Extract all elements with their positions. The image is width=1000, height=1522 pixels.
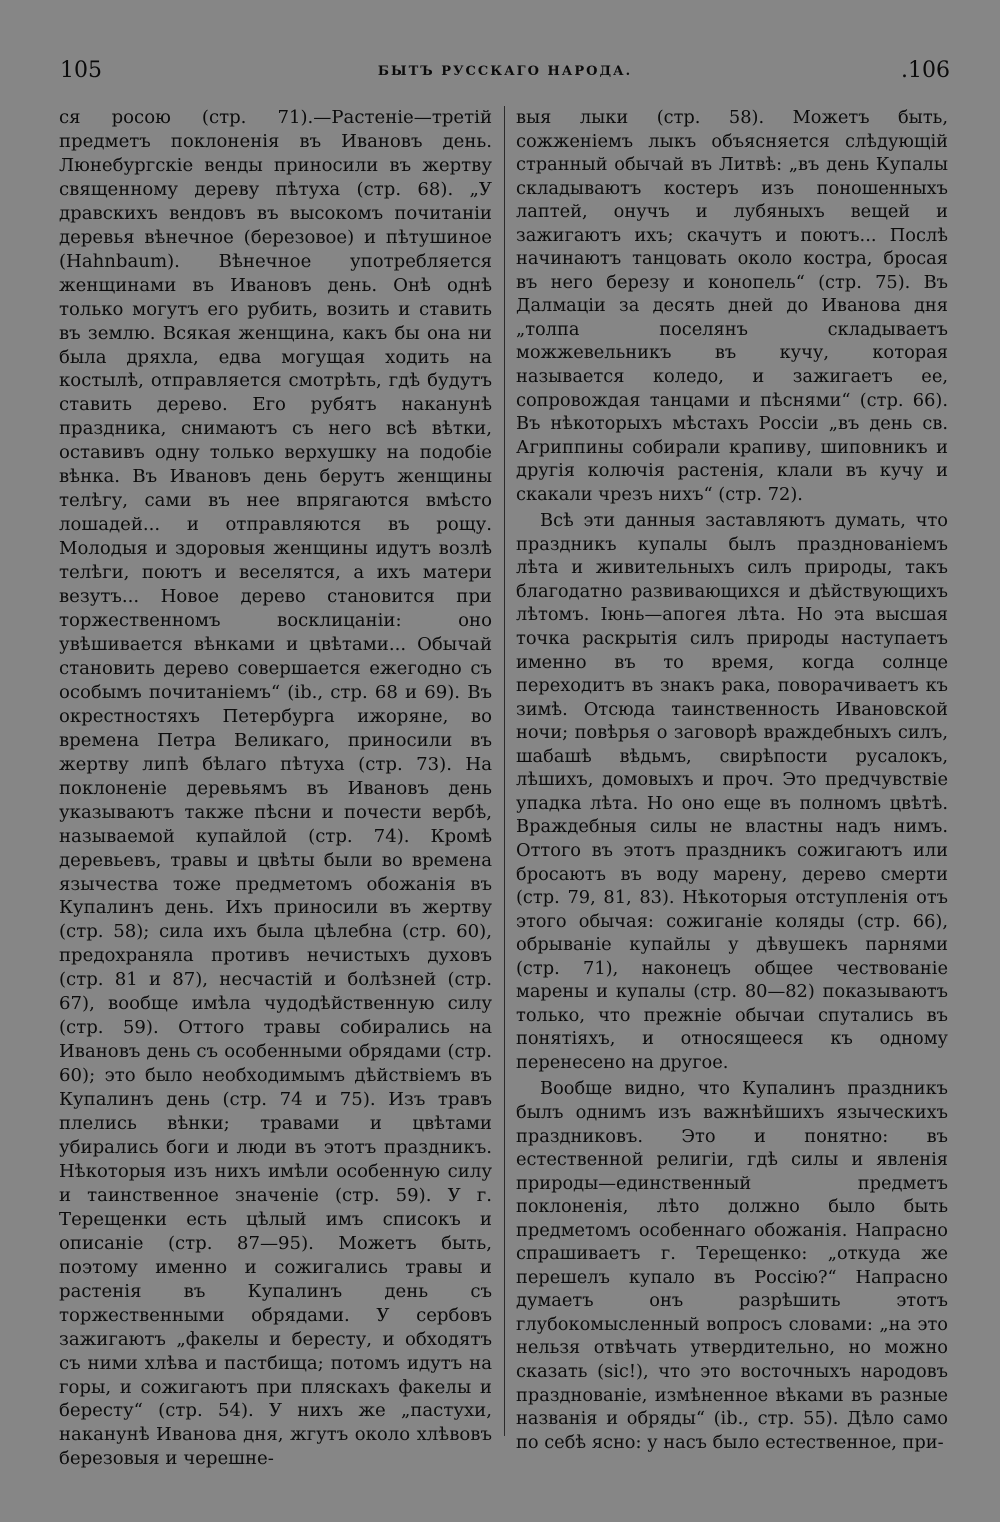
running-title: БЫТЪ РУССКАГО НАРОДА. <box>377 64 633 79</box>
page-number-right: .106 <box>901 58 950 83</box>
page-header <box>60 58 950 88</box>
right-paragraph-2: Всѣ эти данныя заставляютъ думать, что праздникъ купалы былъ празднованіемъ лѣта и живительныхъ силъ природы, такъ благодатно развивающихся и дѣйствующихъ лѣтомъ. Іюнь—апогея лѣта. Но эта высшая точка раскрытія силъ природы наступаетъ именно въ то время, когда солнце переходитъ въ знакъ рака, поворачиваетъ къ зимѣ. Отсюда таинственность Ивановской ночи; повѣрья о заговорѣ враждебныхъ силъ, шабашѣ вѣдьмъ, свирѣпости русалокъ, лѣшихъ, домовыхъ и проч. Это предчувствіе упадка лѣта. Но оно еще въ полномъ цвѣтѣ. Враждебныя силы не властны надъ нимъ. Оттого въ этотъ праздникъ сожигаютъ или бросаютъ въ воду марену, дерево смерти (стр. 79, 81, 83). Нѣкоторыя отступленія отъ этого обычая: сожиганіе коляды (стр. 66), обрываніе купайлы у дѣвушекъ парнями (стр. 71), наконецъ общее чествованіе марены и купалы (стр. 80—82) показываютъ только, что прежніе обычаи спутались въ понятіяхъ, и относящееся къ одному перенесено на другое. <box>516 510 948 1073</box>
left-column <box>59 106 492 1471</box>
page-number-left: 105 <box>60 58 102 83</box>
right-paragraph-3: Вообще видно, что Купалинъ праздникъ былъ однимъ изъ важнѣйшихъ языческихъ праздниковъ. Это и понятно: въ естественной религіи, гдѣ силы и явленія природы—единственный предметъ поклоненія, лѣто должно было быть предметомъ особеннаго обожанія. Напрасно спрашиваетъ г. Терещенко: „откуда же перешелъ купало въ Россію?“ Напрасно думаетъ онъ разрѣшить этотъ глубокомысленный вопросъ словами: „на это нельзя отвѣчать утвердительно, но можно сказать (sic!), что это восточныхъ народовъ празднованіе, измѣненное вѣками въ разные названія и обряды“ (ib., стр. 55). Дѣло само по себѣ ясно: у насъ было естественное, при- <box>516 1078 948 1453</box>
right-paragraph-1: выя лыки (стр. 58). Можетъ быть, сожженіемъ лыкъ объясняется слѣдующій странный обычай въ Литвѣ: „въ день Купалы складываютъ костеръ изъ поношенныхъ лаптей, онучъ и лубяныхъ вещей и зажигаютъ ихъ; скачутъ и поютъ... Послѣ начинаютъ танцовать около костра, бросая въ него березу и конопель“ (стр. 75). Въ Далмаціи за десять дней до Иванова дня „толпа поселянъ складываетъ можжевельникъ въ кучу, которая называется коледо, и зажигаетъ ее, сопровождая танцами и пѣснями“ (стр. 66). Въ нѣкоторыхъ мѣстахъ Россіи „въ день св. Агриппины собирали крапиву, шиповникъ и другія колючія растенія, клали въ кучу и скакали чрезъ нихъ“ (стр. 72). <box>516 107 948 505</box>
column-divider <box>504 106 505 1436</box>
right-column <box>516 106 948 1454</box>
left-paragraph-1: ся росою (стр. 71).—Растеніе—третій предметъ поклоненія въ Ивановъ день. Люнебургскіе венды приносили въ жертву священному дереву пѣтуха (стр. 68). „У дравскихъ вендовъ въ высокомъ почитаніи деревья вѣнечное (березовое) и пѣтушиное (Hahnbaum). Вѣнечное употребляется женщинами въ Ивановъ день. Онѣ однѣ только могутъ его рубить, возить и ставить въ землю. Всякая женщина, какъ бы она ни была дряхла, едва могущая ходить на костылѣ, отправляется смотрѣть, гдѣ будутъ ставить дерево. Его рубятъ наканунѣ праздника, снимаютъ съ него всѣ вѣтки, оставивъ одну только верхушку на подобіе вѣнка. Въ Ивановъ день берутъ женщины телѣгу, сами въ нее впрягаются вмѣсто лошадей... и отправляются въ рощу. Молодыя и здоровыя женщины идутъ возлѣ телѣги, поютъ и веселятся, а ихъ матери везутъ... Новое дерево становится при торжественномъ восклицаніи: оно увѣшивается вѣнками и цвѣтами... Обычай становить дерево совершается ежегодно съ особымъ почитаніемъ“ (ib., стр. 68 и 69). Въ окрестностяхъ Петербурга ижоряне, во времена Петра Великаго, приносили въ жертву липѣ бѣлаго пѣтуха (стр. 73). На поклоненіе деревьямъ въ Ивановъ день указываютъ также пѣсни и почести вербѣ, называемой купайлой (стр. 74). Кромѣ деревьевъ, травы и цвѣты были во времена язычества тоже предметомъ обожанія въ Купалинъ день. Ихъ приносили въ жертву (стр. 58); сила ихъ была цѣлебна (стр. 60), предохраняла противъ нечистыхъ духовъ (стр. 81 и 87), несчастій и болѣзней (стр. 67), вообще имѣла чудодѣйственную силу (стр. 59). Оттого травы собирались на Ивановъ день съ особенными обрядами (стр. 60); это было необходимымъ дѣйствіемъ въ Купалинъ день (стр. 74 и 75). Изъ травъ плелись вѣнки; травами и цвѣтами убирались боги и люди въ этотъ праздникъ. Нѣкоторыя изъ нихъ имѣли особенную силу и таинственное значеніе (стр. 59). У г. Терещенки есть цѣлый имъ списокъ и описаніе (стр. 87—95). Можетъ быть, поэтому именно и сожигались травы и растенія въ Купалинъ день съ торжественными обрядами. У сербовъ зажигаютъ „факелы и бересту, и обходятъ съ ними хлѣва и пастбища; потомъ идутъ на горы, и сожигаютъ при пляскахъ факелы и бересту“ (стр. 54). У нихъ же „пастухи, наканунѣ Иванова дня, жгутъ около хлѣвовъ березовыя и черешне- <box>59 107 492 1470</box>
